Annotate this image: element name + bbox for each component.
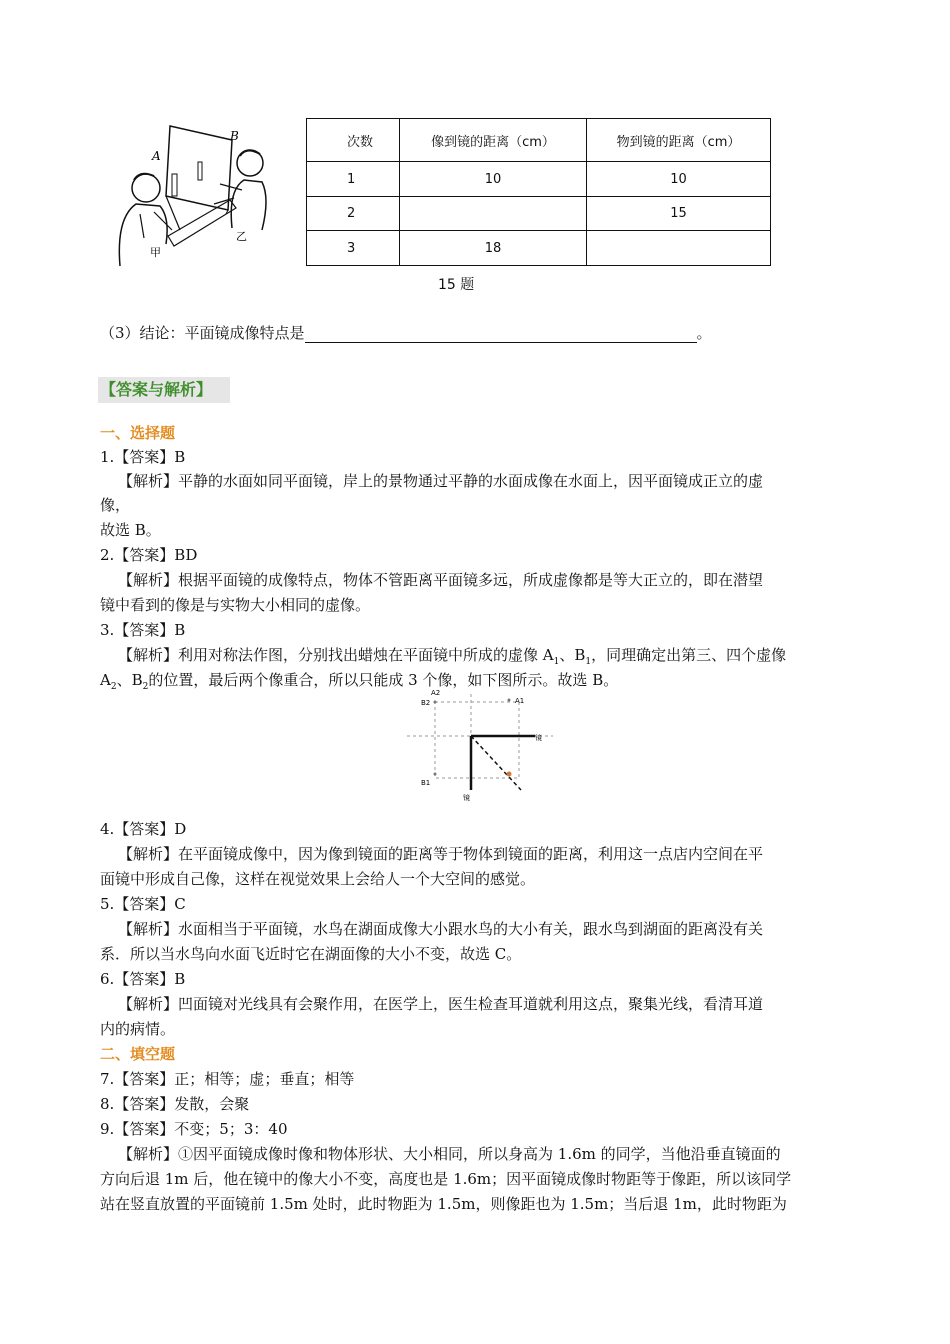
answer-line: 8.【答案】发散，会聚 [100, 1095, 250, 1113]
figure-15-illustration [110, 118, 280, 268]
answer-line: 3.【答案】B [100, 621, 186, 639]
section-title: 二、填空题 [100, 1045, 176, 1063]
analysis-line: 【解析】凹面镜对光线具有会聚作用，在医学上，医生检查耳道就利用这点，聚集光线，看清耳道 [118, 995, 764, 1013]
table-cell: 10 [400, 162, 587, 197]
label-a1: A1 [515, 697, 525, 705]
label-a: A [152, 149, 161, 163]
mirror-label: 镜 [535, 734, 542, 742]
table-header-row [307, 119, 771, 162]
answer-line: 6.【答案】B [100, 970, 186, 988]
answer-blank [305, 327, 697, 343]
table-cell: 10 [587, 162, 771, 197]
label-b1: B1 [421, 779, 431, 787]
mirror-label: 镜 [463, 794, 470, 802]
analysis-line: 【解析】①因平面镜成像时像和物体形状、大小相同，所以身高为 1.6m 的同学，当他沿垂直镜面的 [118, 1145, 781, 1163]
answers-header: 【答案与解析】 [98, 377, 230, 403]
analysis-line: 面镜中形成自己像，这样在视觉效果上会给人一个大空间的感觉。 [100, 870, 536, 888]
label-b: B [230, 129, 239, 143]
answer-line: 4.【答案】D [100, 820, 187, 838]
answer-line: 2.【答案】BD [100, 546, 198, 564]
table-cell: 15 [587, 196, 771, 231]
label-yi: 乙 [236, 230, 247, 243]
table-header-cell: 物到镜的距离（cm） [587, 119, 771, 162]
analysis-line: 站在竖直放置的平面镜前 1.5m 处时，此时物距为 1.5m，则像距也为 1.5m；当后退 1m，此时物距为 [100, 1195, 787, 1213]
table-header-cell: 像到镜的距离（cm） [400, 119, 587, 162]
table-cell [400, 196, 587, 231]
label-jia: 甲 [150, 246, 161, 259]
distance-table [306, 118, 771, 266]
table-cell [587, 231, 771, 266]
analysis-line: 故选 B。 [100, 521, 161, 539]
analysis-line: 方向后退 1m 后，他在镜中的像大小不变，高度也是 1.6m；因平面镜成像时物距等于像距，所以该同学 [100, 1170, 792, 1188]
analysis-line: 【解析】利用对称法作图，分别找出蜡烛在平面镜中所成的虚像 $A_1$、$B_1$，同理确定出第三、四个虚像 [118, 646, 787, 667]
conclusion-prefix: （3）结论：平面镜成像特点是 [100, 324, 305, 342]
figure-caption: 15 题 [438, 277, 475, 293]
analysis-line: 内的病情。 [100, 1020, 176, 1038]
table-cell: 3 [307, 231, 400, 266]
section-title: 一、选择题 [100, 424, 176, 442]
mirror-diagram [405, 690, 555, 802]
analysis-line: 像， [100, 496, 131, 514]
analysis-line: $A_2$、$B_2$的位置，最后两个像重合，所以只能成 3 个像，如下图所示。故选 B。 [100, 671, 619, 692]
table-row [307, 231, 771, 266]
analysis-line: 【解析】根据平面镜的成像特点，物体不管距离平面镜多远，所成虚像都是等大正立的，即在潜望 [118, 571, 764, 589]
conclusion-suffix: 。 [696, 324, 712, 342]
table-row [307, 196, 771, 231]
answer-line: 5.【答案】C [100, 895, 186, 913]
analysis-line: 系．所以当水鸟向水面飞近时它在湖面像的大小不变，故选 C。 [100, 945, 522, 963]
analysis-line: 镜中看到的像是与实物大小相同的虚像。 [100, 596, 371, 614]
analysis-line: 【解析】在平面镜成像中，因为像到镜面的距离等于物体到镜面的距离，利用这一点店内空间在平 [118, 845, 764, 863]
conclusion-line [100, 322, 712, 343]
answer-line: 1.【答案】B [100, 448, 186, 466]
analysis-line: 【解析】平静的水面如同平面镜，岸上的景物通过平静的水面成像在水面上，因平面镜成正立的虚 [118, 472, 764, 490]
table-cell: 1 [307, 162, 400, 197]
analysis-line: 【解析】水面相当于平面镜，水鸟在湖面成像大小跟水鸟的大小有关，跟水鸟到湖面的距离没有关 [118, 920, 764, 938]
table-row [307, 162, 771, 197]
label-a2: A2 [431, 690, 441, 697]
label-b2: B2 [421, 699, 431, 707]
answer-line: 7.【答案】正；相等；虚；垂直；相等 [100, 1070, 355, 1088]
table-cell: 2 [307, 196, 400, 231]
table-cell: 18 [400, 231, 587, 266]
answer-line: 9.【答案】不变；5；3：40 [100, 1120, 288, 1138]
table-header-cell: 次数 [307, 119, 400, 162]
